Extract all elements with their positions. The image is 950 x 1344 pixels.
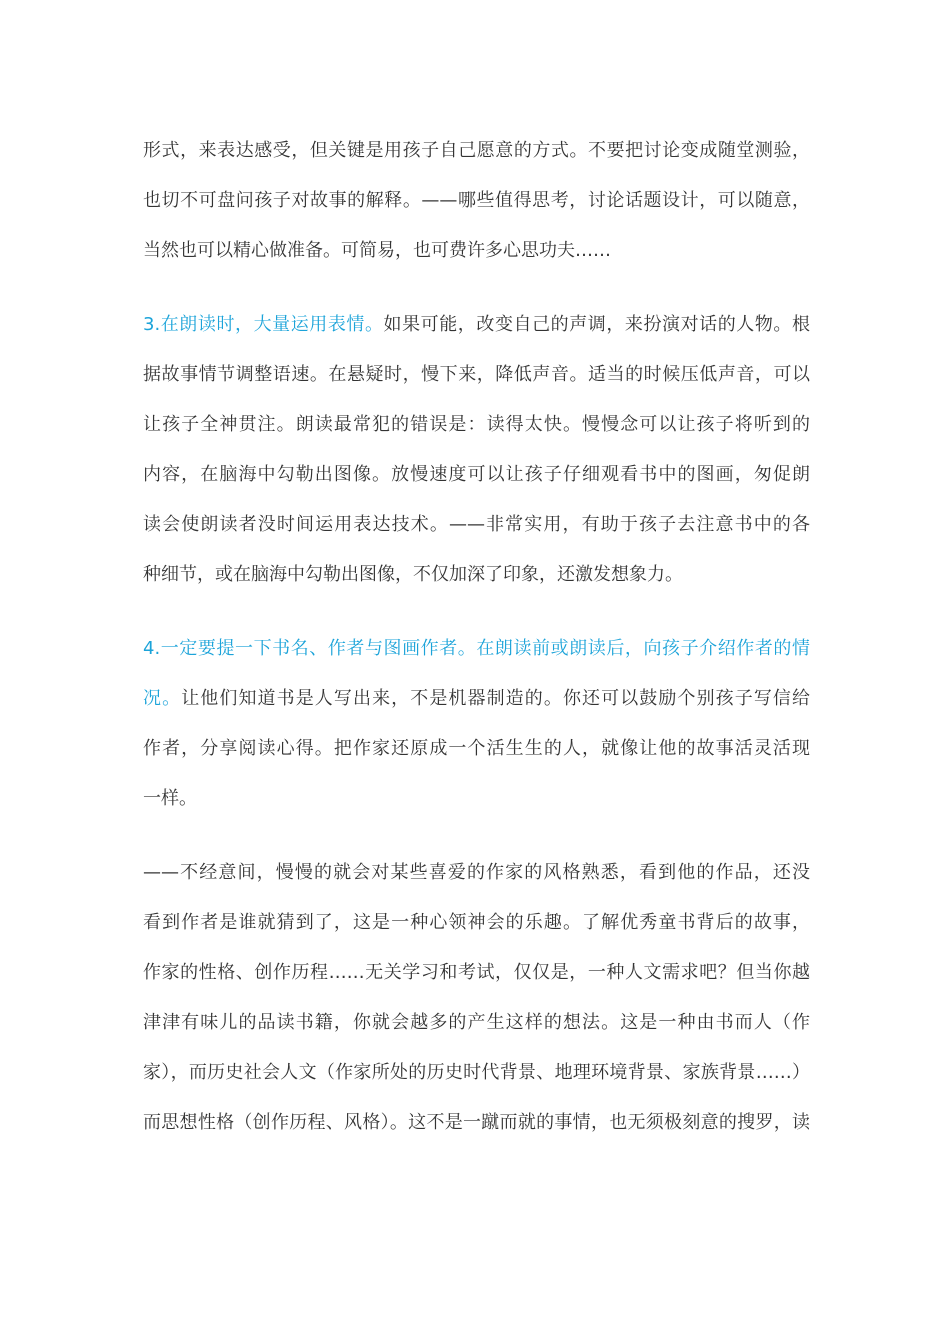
- text-run: 作者，分享阅读心得。把作家还原成一个活生生的人，就像让他的故事活灵活现: [143, 738, 810, 759]
- text-run: 看到作者是谁就猜到了，这是一种心领神会的乐趣。了解优秀童书背后的故事，: [143, 912, 810, 933]
- tip-heading-highlight: 3.在朗读时，大量运用表情。: [143, 314, 384, 335]
- text-run: 形式，来表达感受，但关键是用孩子自己愿意的方式。不要把讨论变成随堂测验，: [143, 140, 810, 161]
- text-line: [143, 226, 810, 276]
- text-run: 如果可能，改变自己的声调，来扮演对话的人物。根: [383, 314, 810, 335]
- paragraph-gap: [143, 276, 810, 300]
- tip-heading-highlight: 况。: [143, 688, 182, 709]
- text-line: [143, 550, 810, 600]
- text-run: 内容，在脑海中勾勒出图像。放慢速度可以让孩子仔细观看书中的图画，匆促朗: [143, 464, 810, 485]
- text-line: [143, 948, 810, 998]
- text-line: [143, 1048, 810, 1098]
- text-line: [143, 774, 810, 824]
- text-run: ——不经意间，慢慢的就会对某些喜爱的作家的风格熟悉，看到他的作品，还没: [143, 862, 810, 883]
- tip-heading-highlight: 4.一定要提一下书名、作者与图画作者。在朗读前或朗读后，向孩子介绍作者的情: [143, 638, 810, 659]
- text-line: [143, 400, 810, 450]
- text-run: 也切不可盘问孩子对故事的解释。——哪些值得思考，讨论话题设计，可以随意，: [143, 190, 810, 211]
- paragraph-tip-3: [143, 300, 810, 600]
- text-run: 一样。: [143, 788, 197, 809]
- text-line: [143, 848, 810, 898]
- document-page: [143, 126, 810, 1148]
- text-run: 让他们知道书是人写出来，不是机器制造的。你还可以鼓励个别孩子写信给: [181, 688, 811, 709]
- text-run: 种细节，或在脑海中勾勒出图像，不仅加深了印象，还激发想象力。: [143, 564, 683, 585]
- paragraph-gap: [143, 600, 810, 624]
- paragraph-tip-4: [143, 624, 810, 824]
- text-line: [143, 450, 810, 500]
- text-line: [143, 126, 810, 176]
- text-line: [143, 350, 810, 400]
- text-line: [143, 998, 810, 1048]
- text-run: 让孩子全神贯注。朗读最常犯的错误是：读得太快。慢慢念可以让孩子将听到的: [143, 414, 810, 435]
- text-run: 家），而历史社会人文（作家所处的历史时代背景、地理环境背景、家族背景……）: [143, 1062, 810, 1083]
- text-line: [143, 724, 810, 774]
- text-line: [143, 176, 810, 226]
- text-line: [143, 1098, 810, 1148]
- text-run: 作家的性格、创作历程……无关学习和考试，仅仅是，一种人文需求吧？但当你越: [143, 962, 810, 983]
- text-line: [143, 500, 810, 550]
- text-run: 而思想性格（创作历程、风格）。这不是一蹴而就的事情，也无须极刻意的搜罗，读: [143, 1112, 810, 1133]
- text-line: [143, 674, 810, 724]
- text-run: 据故事情节调整语速。在悬疑时，慢下来，降低声音。适当的时候压低声音，可以: [143, 364, 810, 385]
- text-run: 读会使朗读者没时间运用表达技术。——非常实用，有助于孩子去注意书中的各: [143, 514, 810, 535]
- text-line: [143, 300, 810, 350]
- paragraph-gap: [143, 824, 810, 848]
- text-line: [143, 624, 810, 674]
- text-run: 津津有味儿的品读书籍，你就会越多的产生这样的想法。这是一种由书而人（作: [143, 1012, 810, 1033]
- text-line: [143, 898, 810, 948]
- paragraph-reflection: [143, 848, 810, 1148]
- paragraph-discussion: [143, 126, 810, 276]
- text-run: 当然也可以精心做准备。可简易，也可费许多心思功夫……: [143, 240, 611, 261]
